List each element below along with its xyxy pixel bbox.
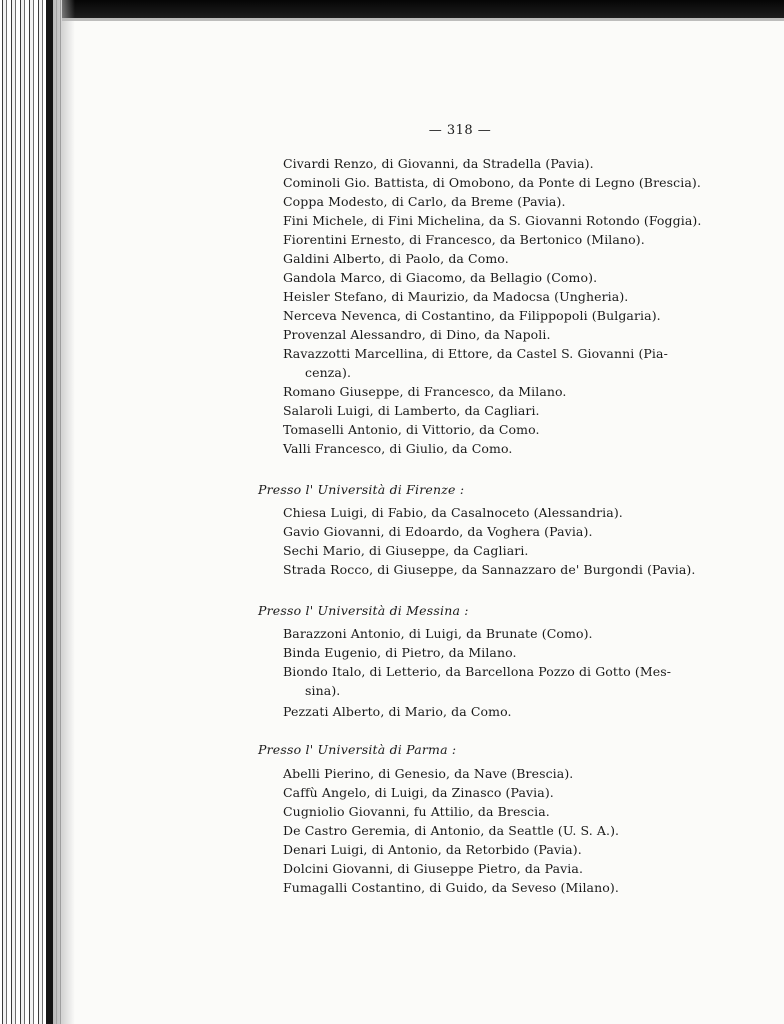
list-item: Coppa Modesto, di Carlo, da Breme (Pavia). bbox=[283, 194, 566, 209]
list-item: Pezzati Alberto, di Mario, da Como. bbox=[283, 704, 512, 719]
list-item: Cominoli Gio. Battista, di Omobono, da Ponte di Legno (Brescia). bbox=[283, 175, 701, 190]
list-item: Fini Michele, di Fini Michelina, da S. Giovanni Rotondo (Foggia). bbox=[283, 213, 702, 228]
list-item: Provenzal Alessandro, di Dino, da Napoli. bbox=[283, 327, 551, 342]
list-item: Barazzoni Antonio, di Luigi, da Brunate (Como). bbox=[283, 626, 593, 641]
list-item: Heisler Stefano, di Maurizio, da Madocsa (Ungheria). bbox=[283, 289, 629, 304]
list-item: Ravazzotti Marcellina, di Ettore, da Castel S. Giovanni (Pia- bbox=[283, 346, 668, 361]
list-item: Galdini Alberto, di Paolo, da Como. bbox=[283, 251, 509, 266]
list-item: Sechi Mario, di Giuseppe, da Cagliari. bbox=[283, 543, 529, 558]
page-number: — 318 — bbox=[428, 123, 492, 138]
list-item: Abelli Pierino, di Genesio, da Nave (Brescia). bbox=[283, 766, 574, 781]
list-item: Salaroli Luigi, di Lamberto, da Cagliari. bbox=[283, 403, 540, 418]
list-item: Strada Rocco, di Giuseppe, da Sannazzaro de' Burgondi (Pavia). bbox=[283, 562, 696, 577]
list-item: Valli Francesco, di Giulio, da Como. bbox=[283, 441, 513, 456]
list-item: Biondo Italo, di Letterio, da Barcellona Pozzo di Gotto (Mes- bbox=[283, 664, 672, 679]
list-item: Fumagalli Costantino, di Guido, da Seveso (Milano). bbox=[283, 880, 619, 895]
list-item-continuation: sina). bbox=[305, 683, 341, 698]
list-item: Civardi Renzo, di Giovanni, da Stradella (Pavia). bbox=[283, 156, 594, 171]
list-item: Gandola Marco, di Giacomo, da Bellagio (Como). bbox=[283, 270, 598, 285]
list-item: De Castro Geremia, di Antonio, da Seattle (U. S. A.). bbox=[283, 823, 620, 838]
section-heading: Presso l' Università di Firenze : bbox=[258, 482, 465, 497]
list-item: Romano Giuseppe, di Francesco, da Milano. bbox=[283, 384, 567, 399]
list-item: Cugniolio Giovanni, fu Attilio, da Brescia. bbox=[283, 804, 550, 819]
list-item-continuation: cenza). bbox=[305, 365, 352, 380]
list-item: Dolcini Giovanni, di Giuseppe Pietro, da Pavia. bbox=[283, 861, 584, 876]
list-item: Gavio Giovanni, di Edoardo, da Voghera (Pavia). bbox=[283, 524, 593, 539]
list-item: Caffù Angelo, di Luigi, da Zinasco (Pavia). bbox=[283, 785, 554, 800]
list-item: Fiorentini Ernesto, di Francesco, da Bertonico (Milano). bbox=[283, 232, 645, 247]
list-item: Binda Eugenio, di Pietro, da Milano. bbox=[283, 645, 517, 660]
list-item: Nerceva Nevenca, di Costantino, da Filippopoli (Bulgaria). bbox=[283, 308, 661, 323]
section-heading: Presso l' Università di Messina : bbox=[258, 603, 469, 618]
list-item: Denari Luigi, di Antonio, da Retorbido (Pavia). bbox=[283, 842, 582, 857]
list-item: Chiesa Luigi, di Fabio, da Casalnoceto (Alessandria). bbox=[283, 505, 623, 520]
list-item: Tomaselli Antonio, di Vittorio, da Como. bbox=[283, 422, 540, 437]
section-heading: Presso l' Università di Parma : bbox=[258, 742, 457, 757]
